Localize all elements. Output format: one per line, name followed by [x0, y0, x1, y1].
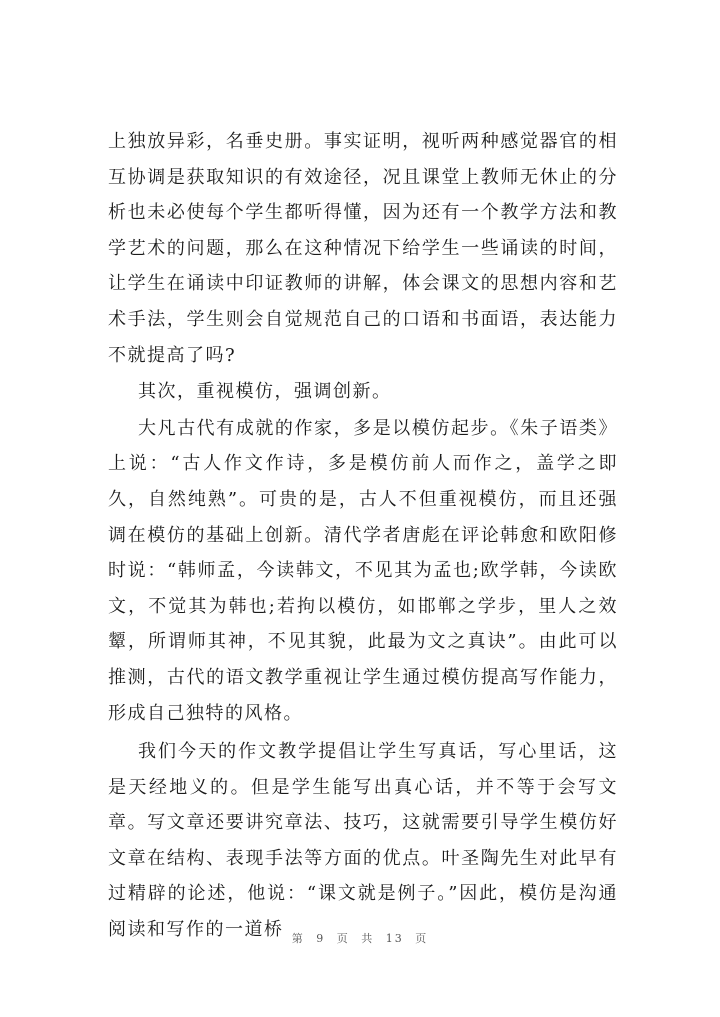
paragraph-1: 上独放异彩，名垂史册。事实证明，视听两种感觉器官的相互协调是获取知识的有效途径，况且课堂上教师无休止的分析也未必使每个学生都听得懂，因为还有一个教学方法和教学艺术的问题，那么在这种情况下给学生一些诵读的时间，让学生在诵读中印证教师的讲解，体会课文的思想内容和艺术手法，学生则会自觉规范自己的口语和书面语，表达能力不就提高了吗?: [108, 131, 618, 366]
paragraph-2: 其次，重视模仿，强调创新。: [138, 381, 392, 403]
page-footer: 第 9 页 共 13 页: [291, 932, 429, 945]
paragraph-3: 大凡古代有成就的作家，多是以模仿起步。《朱子语类》上说：“古人作文作诗，多是模仿前人而作之，盖学之即久，自然纯熟”。可贵的是，古人不但重视模仿，而且还强调在模仿的基础上创新。清代学者唐彪在评论韩愈和欧阳修时说：“韩师孟，今读韩文，不见其为孟也;欧学韩，今读欧文，不觉其为韩也;若拘以模仿，如邯郸之学步，里人之效颦，所谓师其神，不见其貌，此最为文之真诀”。由此可以推测，古代的语文教学重视让学生通过模仿提高写作能力，形成自己独特的风格。: [108, 417, 618, 724]
document-body: [108, 124, 618, 948]
paragraph-4: 我们今天的作文教学提倡让学生写真话，写心里话，这是天经地义的。但是学生能写出真心话，并不等于会写文章。写文章还要讲究章法、技巧，这就需要引导学生模仿好文章在结构、表现手法等方面的优点。叶圣陶先生对此早有过精辟的论述，他说：“课文就是例子。”因此，模仿是沟通阅读和写作的一道桥: [108, 741, 618, 941]
